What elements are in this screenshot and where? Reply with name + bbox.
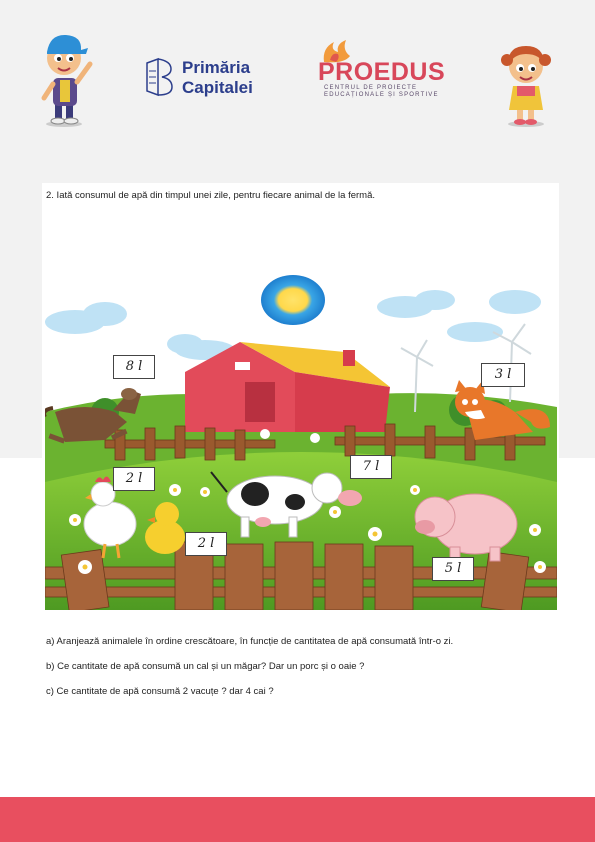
horse-label: 8 l <box>113 355 155 379</box>
question-a: a) Aranjează animalele în ordine crescătoare, în funcție de cantitatea de apă consumată într-o zi. <box>46 636 454 647</box>
cow-label: 7 l <box>350 455 392 479</box>
primaria-capitalei-logo <box>144 55 284 103</box>
footer-bar <box>0 797 595 842</box>
logo-line2: Capitalei <box>182 78 253 97</box>
rooster-label: 2 l <box>113 467 155 491</box>
primaria-emblem-icon <box>144 57 174 97</box>
proedus-logo <box>318 38 444 100</box>
girl-mascot-icon <box>495 38 557 128</box>
question-c: c) Ce cantitate de apă consumă 2 vacuțe ? dar 4 cai ? <box>46 686 274 697</box>
farm-scene-image <box>45 262 557 610</box>
question-b: b) Ce cantitate de apă consumă un cal și un măgar? Dar un porc și o oaie ? <box>46 661 365 672</box>
pig-label: 5 l <box>432 557 474 581</box>
logo-line1: Primăria <box>182 58 251 77</box>
boy-mascot-icon <box>36 24 96 128</box>
proedus-tagline: CENTRUL DE PROIECTE EDUCAȚIONALE ȘI SPORTIVE <box>324 85 439 98</box>
chick-label: 2 l <box>185 532 227 556</box>
proedus-name: PROEDUS <box>318 58 446 86</box>
fox-label: 3 l <box>481 363 525 387</box>
header <box>0 0 595 140</box>
sun-icon <box>261 275 325 325</box>
exercise-title: 2. Iată consumul de apă din timpul unei zile, pentru fiecare animal de la fermă. <box>46 190 375 201</box>
